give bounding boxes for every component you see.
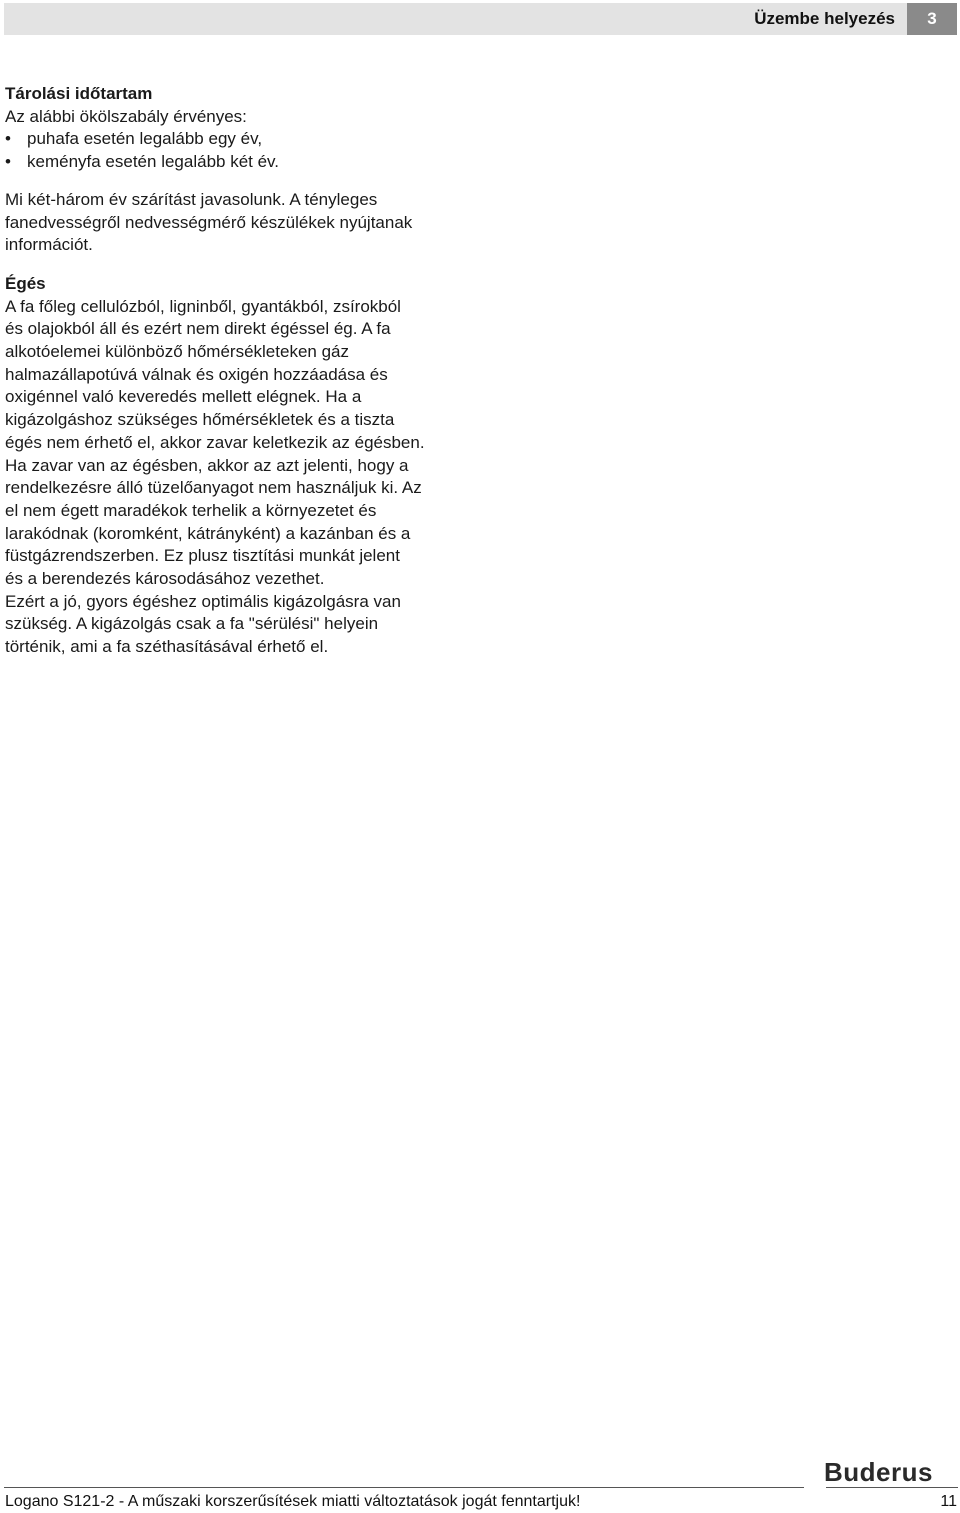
storage-intro: Az alábbi ökölszabály érvényes: xyxy=(5,106,247,126)
footer-divider xyxy=(4,1487,804,1488)
storage-bullet-list xyxy=(5,128,475,173)
chapter-title: Üzembe helyezés xyxy=(754,9,895,28)
main-content xyxy=(5,83,475,659)
text-line: alkotóelemei különböző hőmérsékleteken gáz xyxy=(5,342,349,362)
text-line: halmazállapotúvá válnak és oxigén hozzáadása és xyxy=(5,364,388,384)
text-line: kigázolgáshoz szükséges hőmérsékletek és a tiszta xyxy=(5,410,395,430)
text-line: el nem égett maradékok terhelik a környezetet és xyxy=(5,500,377,520)
chapter-number: 3 xyxy=(907,3,957,35)
footer-disclaimer: Logano S121-2 - A műszaki korszerűsítések miatti változtatások jogát fenntartjuk! xyxy=(5,1493,581,1510)
text-line: szükség. A kigázolgás csak a fa "sérülési" helyein xyxy=(5,614,379,634)
text-line: fanedvességről nedvességmérő készülékek nyújtanak xyxy=(5,212,413,232)
text-line: rendelkezésre álló tüzelőanyagot nem használjuk ki. Az xyxy=(5,478,422,498)
list-item: • puhafa esetén legalább egy év, xyxy=(5,128,475,151)
text-line: információt. xyxy=(5,235,93,255)
text-line: Ezért a jó, gyors égéshez optimális kigázolgásra van xyxy=(5,591,401,611)
text-line: Ha zavar van az égésben, akkor az azt jelenti, hogy a xyxy=(5,455,409,475)
brand-logo: Buderus xyxy=(824,1457,933,1487)
text-line: A fa főleg cellulózból, ligninből, gyantákból, zsírokból xyxy=(5,296,401,316)
page-number: 11 xyxy=(940,1493,957,1510)
text-line: égés nem érhető el, akkor zavar keletkezik az égésben. xyxy=(5,432,425,452)
chapter-header xyxy=(4,3,957,35)
burning-paragraph xyxy=(5,296,475,659)
text-line: és a berendezés károsodásához vezethet. xyxy=(5,569,325,589)
text-line: oxigénnel való keveredés mellett elégnek. Ha a xyxy=(5,387,362,407)
text-line: történik, ami a fa széthasításával érhető el. xyxy=(5,637,329,657)
text-line: larakódnak (koromként, kátrányként) a kazánban és a xyxy=(5,523,411,543)
storage-heading: Tárolási időtartam xyxy=(5,84,153,103)
burning-heading: Égés xyxy=(5,273,46,293)
list-item: • keményfa esetén legalább két év. xyxy=(5,151,475,174)
storage-paragraph xyxy=(5,189,475,257)
text-line: füstgázrendszerben. Ez plusz tisztítási munkát jelent xyxy=(5,546,400,566)
text-line: Mi két-három év szárítást javasolunk. A tényleges xyxy=(5,189,378,209)
text-line: és olajokból áll és ezért nem direkt égéssel ég. A fa xyxy=(5,319,391,339)
footer-divider-right xyxy=(826,1487,958,1488)
